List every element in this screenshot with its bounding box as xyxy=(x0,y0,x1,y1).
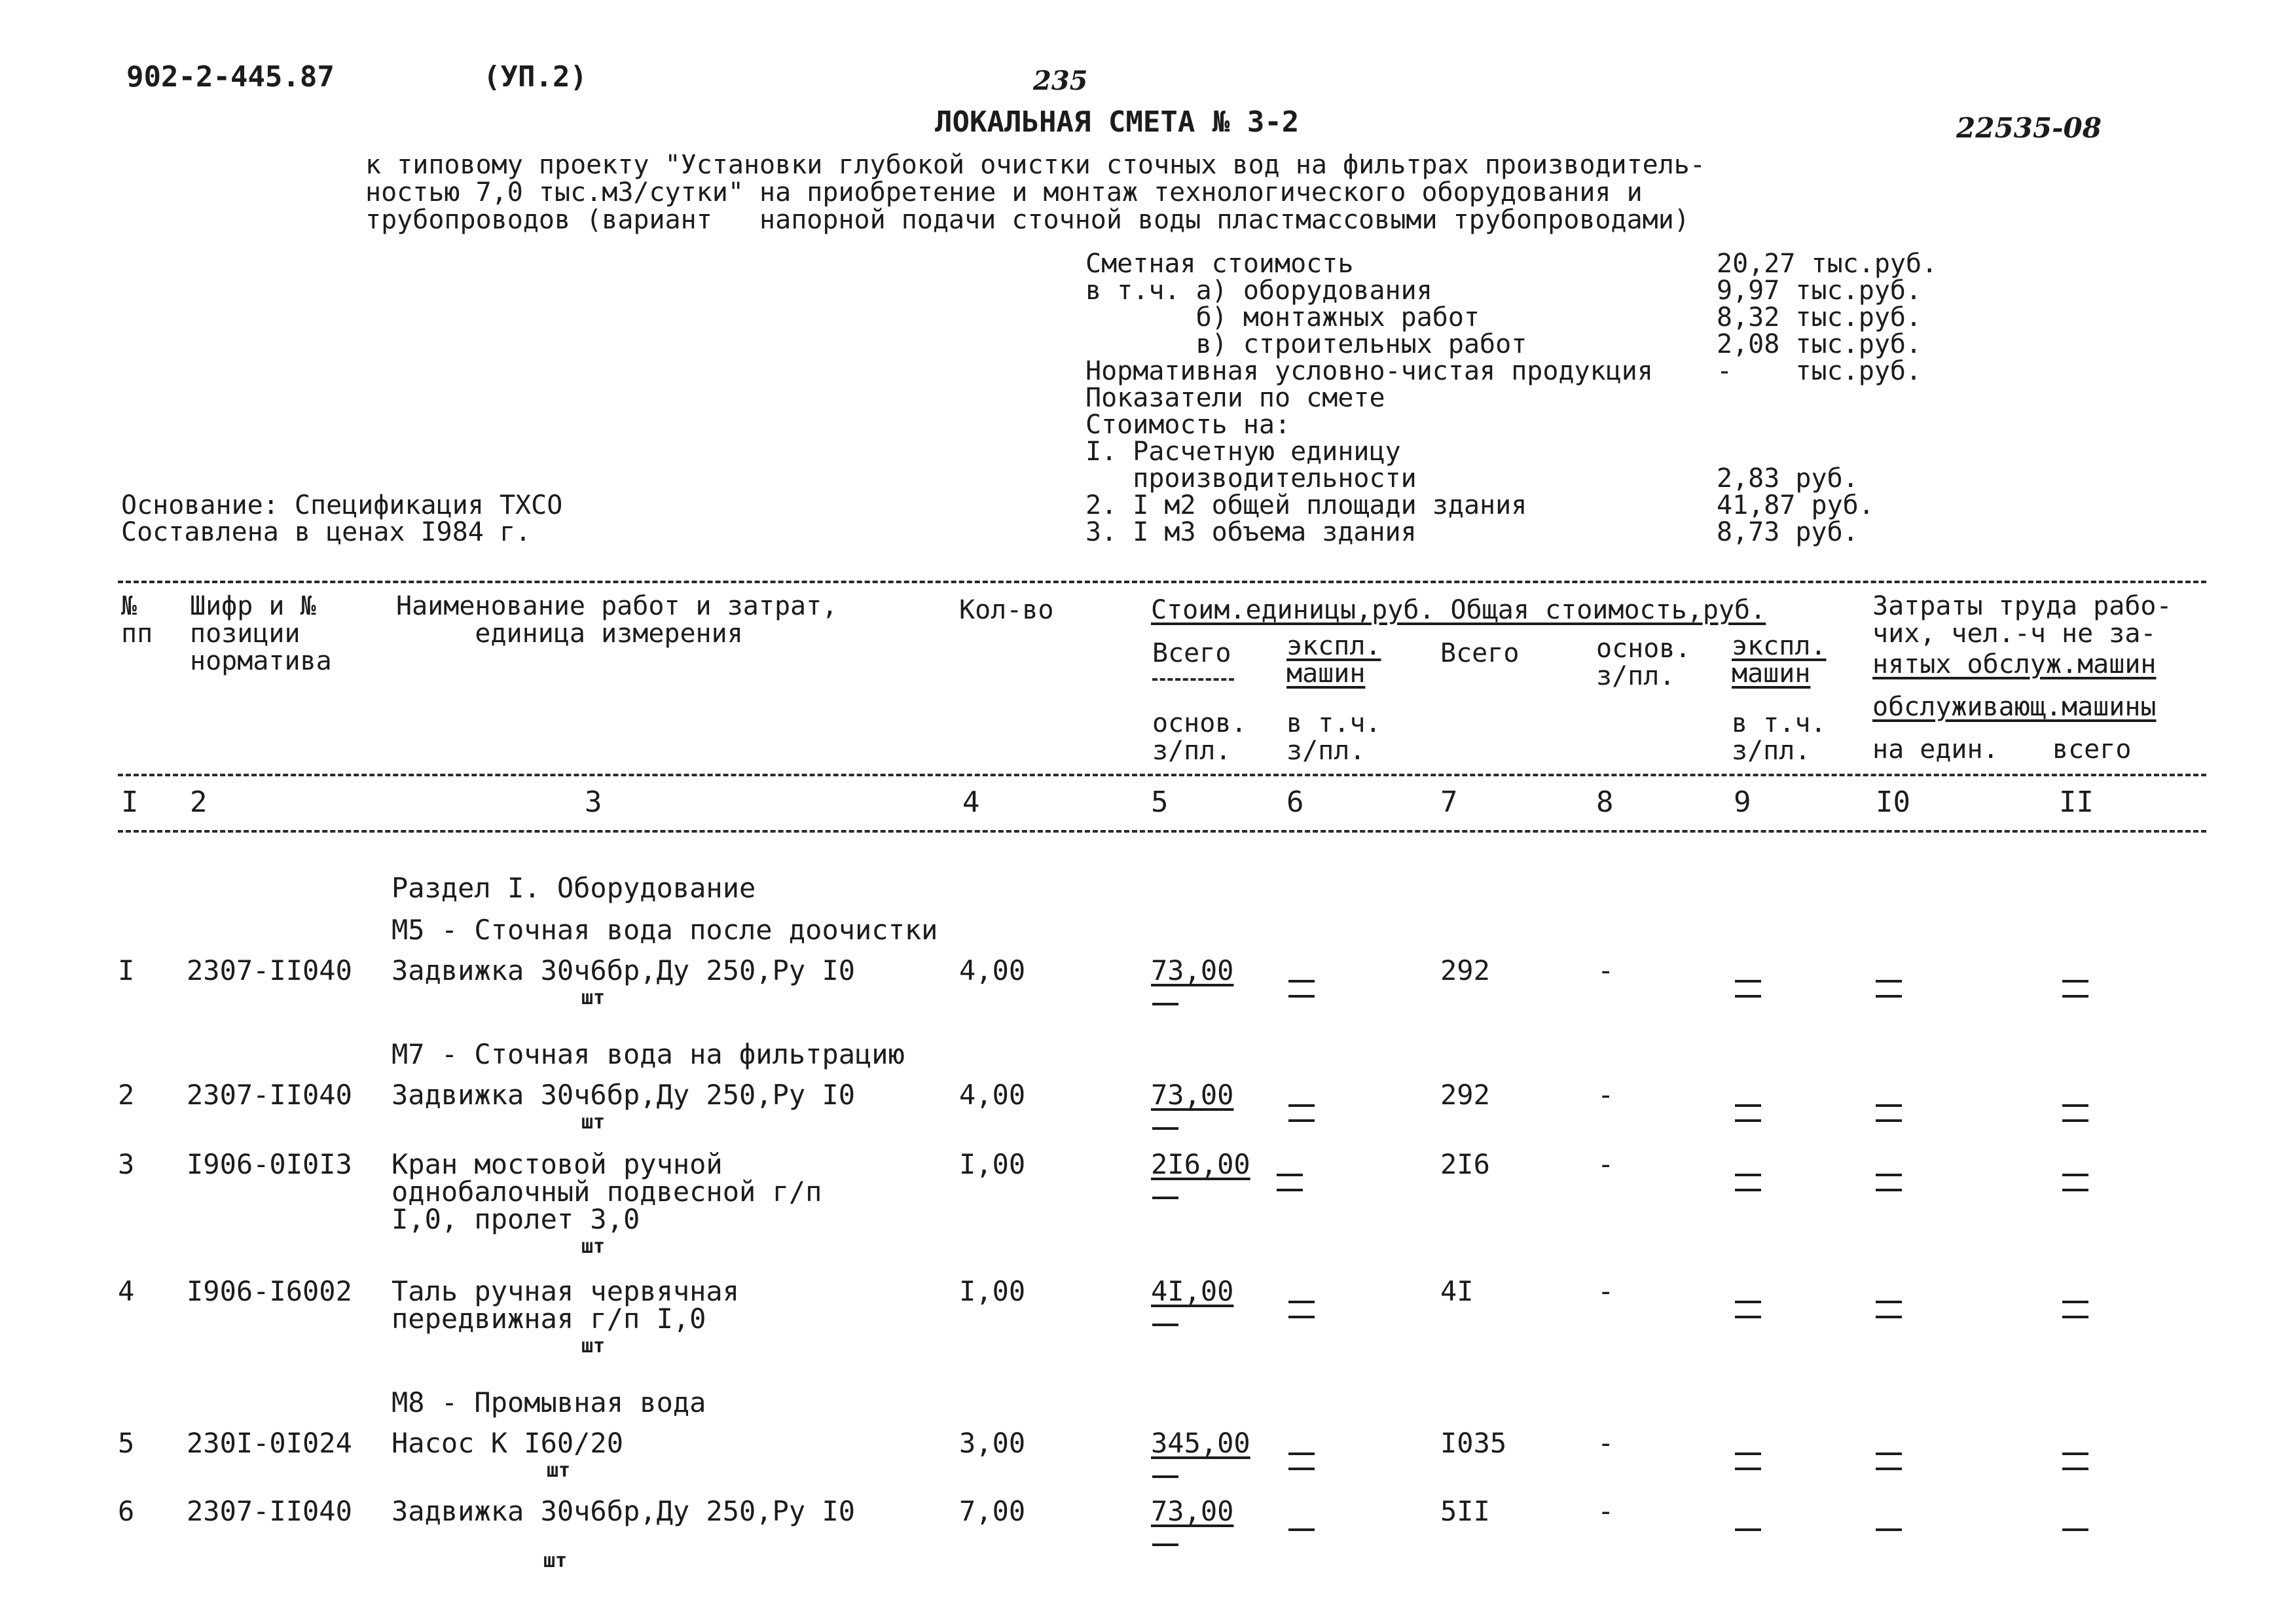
row-unit: шт xyxy=(581,986,606,1009)
row-unit-basic-dash xyxy=(1152,1543,1178,1546)
summary-equipment-label: в т.ч. а) оборудования xyxy=(1085,276,1432,306)
album-number: (УП.2) xyxy=(483,60,587,94)
labor-per-unit-header: на един. xyxy=(1872,734,1999,765)
summary-installation-value: 8,32 тыс.руб. xyxy=(1717,302,1922,333)
row-basic-wage: - xyxy=(1597,1275,1614,1307)
summary-construction-label: в) строительных работ xyxy=(1085,329,1527,359)
row-total: I035 xyxy=(1440,1427,1507,1459)
col-index-6: 6 xyxy=(1286,785,1304,819)
header-bottom-rule xyxy=(118,830,2206,833)
row-labor-total-serving-dash xyxy=(2062,995,2088,998)
row-machines-dash xyxy=(1735,1528,1761,1531)
summary-net-product-value: - тыс.руб. xyxy=(1717,356,1922,386)
summary-estimated-cost-value: 20,27 тыс.руб. xyxy=(1717,249,1938,279)
row-basic-wage: - xyxy=(1597,1079,1614,1111)
row-labor-unit-serving-dash xyxy=(1876,1316,1902,1318)
summary-installation-label: б) монтажных работ xyxy=(1085,302,1480,333)
row-unit-machines-dash xyxy=(1277,1174,1303,1176)
row-unit-price: 73,00 xyxy=(1151,1079,1234,1111)
row-name: Задвижка 30ч6бр,Ду 250,Ру I0 xyxy=(392,954,856,986)
row-number: 5 xyxy=(118,1427,135,1459)
row-labor-unit-dash xyxy=(1876,1528,1902,1531)
row-name: Задвижка 30ч6бр,Ду 250,Ру I0 xyxy=(392,1495,856,1527)
row-name: Кран мостовой ручной однобалочный подвесной г/п I,0, пролет 3,0 xyxy=(392,1148,822,1235)
row-labor-total-dash xyxy=(2062,980,2088,983)
row-labor-unit-serving-dash xyxy=(1876,1119,1902,1122)
summary-equipment-value: 9,97 тыс.руб. xyxy=(1717,276,1922,306)
col-number-header: № пп xyxy=(121,591,153,649)
row-unit-basic-dash xyxy=(1152,1197,1178,1199)
row-machines-dash xyxy=(1735,1174,1761,1176)
row-machines-dash xyxy=(1735,980,1761,983)
row-unit-machines-dash xyxy=(1288,1104,1315,1107)
row-quantity: I,00 xyxy=(959,1148,1026,1180)
total-incl-wage-header: в т.ч. з/пл. xyxy=(1732,708,1827,766)
row-number: 3 xyxy=(118,1148,135,1180)
row-labor-total-dash xyxy=(2062,1528,2088,1531)
total-cost-header: Всего xyxy=(1440,638,1520,668)
col-index-8: 8 xyxy=(1596,785,1614,819)
row-unit-basic-dash xyxy=(1152,1003,1178,1005)
row-unit-price: 2I6,00 xyxy=(1151,1148,1250,1180)
row-basic-wage: - xyxy=(1597,1427,1614,1459)
row-labor-total-dash xyxy=(2062,1453,2088,1455)
row-name: Насос К I60/20 xyxy=(392,1427,624,1459)
header-middle-rule xyxy=(118,774,2206,776)
row-total: 5II xyxy=(1440,1495,1490,1527)
description-line-2: ностью 7,0 тыс.м3/сутки" на приобретение и монтаж технологического оборудования и xyxy=(365,177,1643,208)
group-title-m7: М7 - Сточная вода на фильтрацию xyxy=(392,1038,905,1070)
summary-indicators-label: Показатели по смете xyxy=(1085,383,1385,413)
summary-capacity-label: производительности xyxy=(1085,463,1417,494)
col-name-header: Наименование работ и затрат, единица измерения xyxy=(396,591,838,649)
row-unit-basic-dash xyxy=(1152,1127,1178,1130)
labor-header: Затраты труда рабо- чих, чел.-ч не за- xyxy=(1872,591,2172,649)
row-name: Таль ручная червячная передвижная г/п I,0 xyxy=(392,1275,740,1335)
row-total: 4I xyxy=(1440,1275,1474,1307)
row-machines-incl-dash xyxy=(1735,995,1761,998)
row-total: 2I6 xyxy=(1440,1148,1490,1180)
col-index-9: 9 xyxy=(1734,785,1751,819)
row-labor-total-serving-dash xyxy=(2062,1468,2088,1470)
row-unit-incl-dash xyxy=(1288,1119,1315,1122)
row-number: I xyxy=(118,954,135,986)
header-top-rule xyxy=(118,581,2206,583)
row-code: 2307-II040 xyxy=(187,1495,352,1527)
page-number: 235 xyxy=(1033,65,1088,96)
col-index-7: 7 xyxy=(1440,785,1458,819)
row-number: 4 xyxy=(118,1275,135,1307)
row-basic-wage: - xyxy=(1597,1495,1614,1527)
summary-area-label: 2. I м2 общей площади здания xyxy=(1085,490,1527,520)
row-quantity: I,00 xyxy=(959,1275,1026,1307)
row-machines-incl-dash xyxy=(1735,1119,1761,1122)
row-code: I906-I6002 xyxy=(187,1275,352,1307)
row-labor-unit-dash xyxy=(1876,1174,1902,1176)
unit-total-header: Всего xyxy=(1152,638,1231,668)
col-code-header: Шифр и № позиции норматива xyxy=(190,591,332,676)
group-title-m5: М5 - Сточная вода после доочистки xyxy=(392,914,938,946)
row-unit-basic-dash xyxy=(1152,1324,1178,1326)
col-quantity-header: Кол-во xyxy=(959,595,1054,625)
summary-net-product-label: Нормативная условно-чистая продукция xyxy=(1085,356,1653,386)
row-basic-wage: - xyxy=(1597,1148,1614,1180)
basis-line: Основание: Спецификация ТХСО xyxy=(121,490,563,520)
prices-year-line: Составлена в ценах I984 г. xyxy=(121,517,532,547)
row-unit: шт xyxy=(581,1235,606,1258)
document-code: 902-2-445.87 xyxy=(126,60,335,94)
col-index-11: II xyxy=(2059,785,2094,819)
row-machines-incl-dash xyxy=(1735,1189,1761,1191)
row-unit-price: 345,00 xyxy=(1151,1427,1250,1459)
row-unit-incl-dash xyxy=(1288,1468,1315,1470)
unit-total-divider xyxy=(1152,678,1234,681)
total-basic-wage-header: основ. з/пл. xyxy=(1596,634,1691,691)
row-labor-total-serving-dash xyxy=(2062,1119,2088,1122)
row-total: 292 xyxy=(1440,1079,1490,1111)
labor-header-idle-machines: нятых обслуж.машин xyxy=(1872,649,2157,679)
row-unit-price: 4I,00 xyxy=(1151,1275,1234,1307)
row-unit: шт xyxy=(547,1459,571,1482)
row-labor-unit-serving-dash xyxy=(1876,995,1902,998)
row-unit: шт xyxy=(543,1549,568,1572)
row-unit-machines-dash xyxy=(1288,1453,1315,1455)
row-quantity: 4,00 xyxy=(959,1079,1026,1111)
row-labor-unit-dash xyxy=(1876,1453,1902,1455)
row-unit-machines-dash xyxy=(1288,980,1315,983)
row-unit-basic-dash xyxy=(1152,1475,1178,1478)
summary-capacity-value: 2,83 руб. xyxy=(1717,463,1859,494)
row-quantity: 3,00 xyxy=(959,1427,1026,1459)
row-unit-machines-dash xyxy=(1288,1301,1315,1303)
row-basic-wage: - xyxy=(1597,954,1614,986)
row-code: 230I-0I024 xyxy=(187,1427,352,1459)
row-quantity: 7,00 xyxy=(959,1495,1026,1527)
row-labor-total-serving-dash xyxy=(2062,1189,2088,1191)
summary-unit-label: I. Расчетную единицу xyxy=(1085,437,1401,467)
summary-volume-value: 8,73 руб. xyxy=(1717,517,1859,547)
row-unit-price: 73,00 xyxy=(1151,1495,1234,1527)
col-index-10: I0 xyxy=(1876,785,1910,819)
row-unit-price: 73,00 xyxy=(1151,954,1234,986)
labor-total-header: всего xyxy=(2052,734,2132,765)
section-title: Раздел I. Оборудование xyxy=(392,872,756,904)
row-code: 2307-II040 xyxy=(187,1079,352,1111)
row-labor-total-serving-dash xyxy=(2062,1316,2088,1318)
col-index-5: 5 xyxy=(1151,785,1169,819)
col-index-4: 4 xyxy=(962,785,980,819)
description-line-3: трубопроводов (вариант напорной подачи сточной воды пластмассовыми трубопроводами) xyxy=(365,205,1690,235)
row-unit: шт xyxy=(581,1335,606,1358)
summary-cost-on-label: Стоимость на: xyxy=(1085,410,1291,440)
unit-machines-header: экспл. машин xyxy=(1286,631,1381,689)
row-machines-dash xyxy=(1735,1301,1761,1303)
row-machines-dash xyxy=(1735,1104,1761,1107)
row-number: 2 xyxy=(118,1079,135,1111)
archive-stamp: 22535-08 xyxy=(1956,112,2102,144)
row-code: I906-0I0I3 xyxy=(187,1148,352,1180)
description-line-1: к типовому проекту "Установки глубокой очистки сточных вод на фильтрах производитель- xyxy=(365,150,1705,180)
row-quantity: 4,00 xyxy=(959,954,1026,986)
col-index-2: 2 xyxy=(190,785,208,819)
row-unit-machines-dash xyxy=(1288,1528,1315,1531)
row-name: Задвижка 30ч6бр,Ду 250,Ру I0 xyxy=(392,1079,856,1111)
unit-incl-wage-header: в т.ч. з/пл. xyxy=(1286,708,1381,766)
row-labor-unit-serving-dash xyxy=(1876,1189,1902,1191)
row-machines-incl-dash xyxy=(1735,1316,1761,1318)
row-labor-total-dash xyxy=(2062,1301,2088,1303)
row-code: 2307-II040 xyxy=(187,954,352,986)
row-total: 292 xyxy=(1440,954,1490,986)
row-labor-unit-dash xyxy=(1876,1301,1902,1303)
col-index-1: I xyxy=(121,785,139,819)
row-machines-incl-dash xyxy=(1735,1468,1761,1470)
row-unit-incl-dash xyxy=(1288,1316,1315,1318)
group-title-m8: М8 - Промывная вода xyxy=(392,1386,706,1418)
labor-header-serving-machines: обслуживающ.машины xyxy=(1872,692,2157,722)
summary-area-value: 41,87 руб. xyxy=(1717,490,1874,520)
unit-basic-wage-header: основ. з/пл. xyxy=(1152,708,1247,766)
row-labor-total-dash xyxy=(2062,1174,2088,1176)
row-labor-unit-serving-dash xyxy=(1876,1468,1902,1470)
total-machines-header: экспл. машин xyxy=(1732,631,1827,689)
row-unit-incl-dash xyxy=(1277,1189,1303,1191)
page-title: ЛОКАЛЬНАЯ СМЕТА № 3-2 xyxy=(935,105,1300,139)
row-unit: шт xyxy=(581,1111,606,1134)
row-machines-dash xyxy=(1735,1453,1761,1455)
cost-group-header: Стоим.единицы,руб. Общая стоимость,руб. xyxy=(1151,595,1766,625)
row-labor-total-dash xyxy=(2062,1104,2088,1107)
summary-estimated-cost-label: Сметная стоимость xyxy=(1085,249,1354,279)
col-index-3: 3 xyxy=(585,785,602,819)
summary-volume-label: 3. I м3 объема здания xyxy=(1085,517,1417,547)
summary-construction-value: 2,08 тыс.руб. xyxy=(1717,329,1922,359)
row-unit-incl-dash xyxy=(1288,995,1315,998)
row-labor-unit-dash xyxy=(1876,980,1902,983)
row-labor-unit-dash xyxy=(1876,1104,1902,1107)
row-number: 6 xyxy=(118,1495,135,1527)
